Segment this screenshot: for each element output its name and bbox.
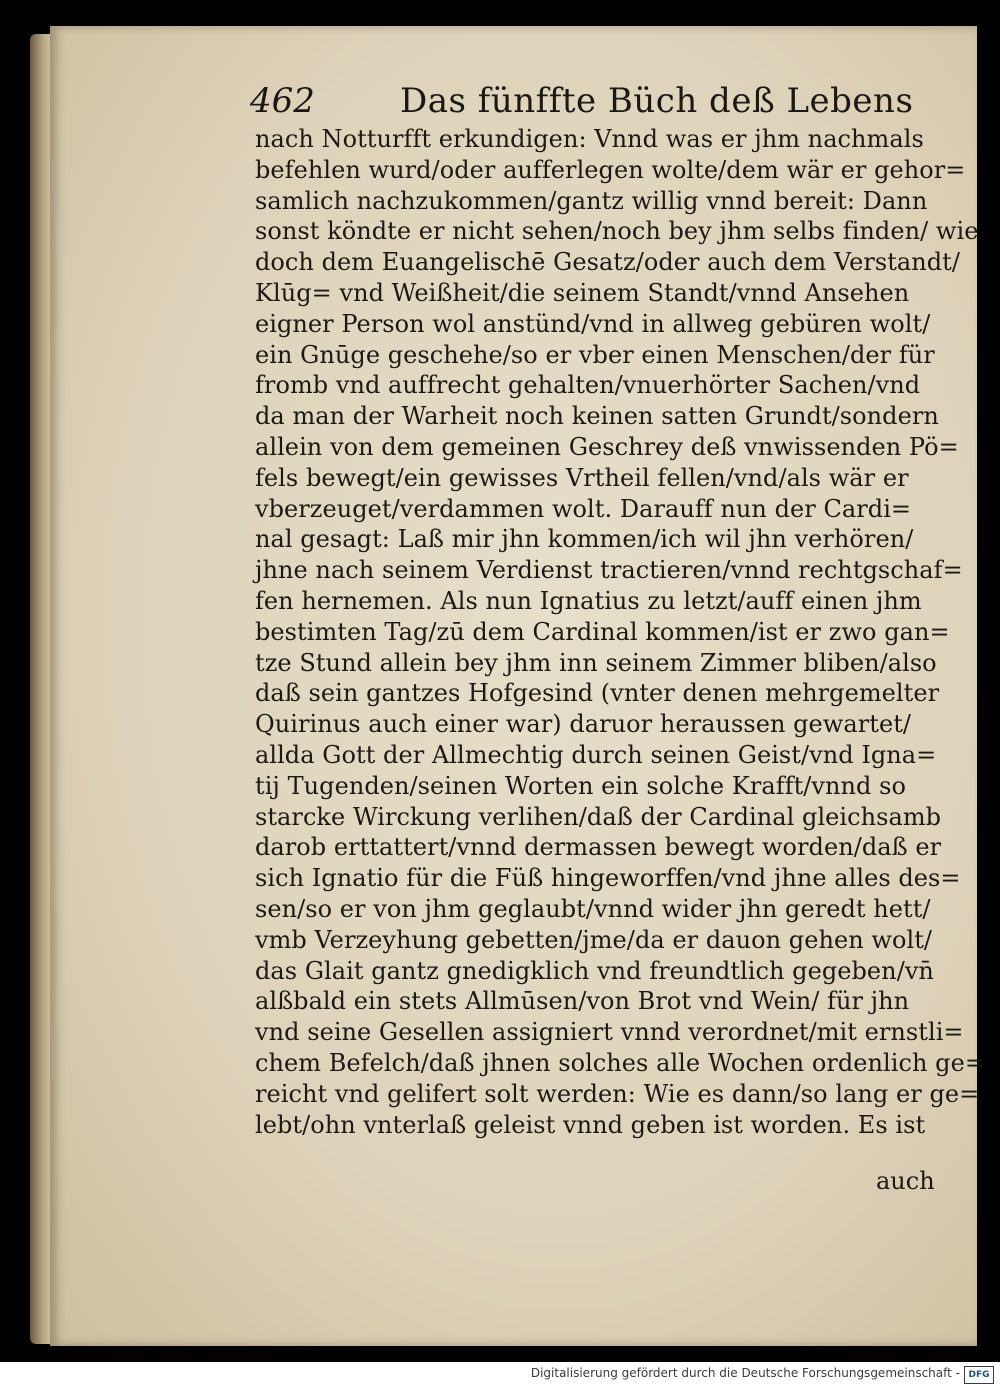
text-line: jhne nach seinem Verdienst tractieren/vnnd rechtgschaf=	[255, 556, 963, 585]
digitization-footer	[0, 1362, 1000, 1387]
body-text	[255, 124, 986, 1140]
text-line: vberzeuget/verdammen wolt. Darauff nun der Cardi=	[255, 494, 912, 523]
text-line: das Glait gantz gnedigklich vnd freundtlich gegeben/vn̄	[255, 956, 934, 985]
text-line: befehlen wurd/oder aufferlegen wolte/dem wär er gehor=	[255, 155, 966, 184]
text-line: darob erttattert/vnnd dermassen bewegt worden/daß er	[255, 833, 942, 862]
funding-notice: Digitalisierung gefördert durch die Deutsche Forschungsgemeinschaft -	[530, 1366, 960, 1380]
text-line: allein von dem gemeinen Geschrey deß vnwissenden Pö=	[255, 432, 959, 461]
text-line: Quirinus auch einer war) daruor heraussen gewartet/	[255, 710, 912, 739]
text-line: alßbald ein stets Allmūsen/von Brot vnd Wein/ für jhn	[255, 987, 910, 1016]
text-line: tze Stund allein bey jhm inn seinem Zimmer bliben/also	[255, 648, 937, 677]
text-line: sen/so er von jhm geglaubt/vnnd wider jhn geredt hett/	[255, 894, 931, 923]
text-line: vnd seine Gesellen assigniert vnnd verordnet/mit ernstli=	[255, 1018, 964, 1047]
text-line: reicht vnd gelifert solt werden: Wie es dann/so lang er ge=	[255, 1079, 980, 1108]
text-line: bestimten Tag/zū dem Cardinal kommen/ist er zwo gan=	[255, 617, 950, 646]
text-line: starcke Wirckung verlihen/daß der Cardinal gleichsamb	[255, 802, 942, 831]
running-title: Das fünffte Büch deß Lebens	[400, 81, 914, 121]
text-line: chem Befelch/daß jhnen solches alle Wochen ordenlich ge=	[255, 1048, 986, 1077]
page-number: 462	[250, 81, 315, 121]
text-line: ein Gnūge geschehe/so er vber einen Menschen/der für	[255, 340, 935, 369]
text-line: fromb vnd auffrecht gehalten/vnuerhörter Sachen/vnd	[255, 371, 921, 400]
text-line: allda Gott der Allmechtig durch seinen Geist/vnd Igna=	[255, 740, 937, 769]
text-line: sonst köndte er nicht sehen/noch bey jhm selbs finden/ wie	[255, 217, 979, 246]
text-line: Klūg= vnd Weißheit/die seinem Standt/vnnd Ansehen	[255, 278, 910, 307]
text-line: fen hernemen. Als nun Ignatius zu letzt/auff einen jhm	[255, 586, 922, 615]
dfg-logo: DFG	[964, 1366, 994, 1384]
text-line: sich Ignatio für die Füß hingeworffen/vnd jhne alles des=	[255, 864, 961, 893]
text-line: tij Tugenden/seinen Worten ein solche Krafft/vnnd so	[255, 771, 906, 800]
text-line: vmb Verzeyhung gebetten/jme/da er dauon gehen wolt/	[255, 925, 933, 954]
text-line: doch dem Euangelischē Gesatz/oder auch dem Verstandt/	[255, 248, 961, 277]
catchword: auch	[876, 1167, 935, 1195]
text-line: nal gesagt: Laß mir jhn kommen/ich wil jhn verhören/	[255, 525, 914, 554]
page-header	[250, 78, 950, 124]
text-line: lebt/ohn vnterlaß geleist vnnd geben ist worden. Es ist	[255, 1110, 926, 1139]
text-line: samlich nachzukommen/gantz willig vnnd bereit: Dann	[255, 186, 928, 215]
text-line: daß sein gantzes Hofgesind (vnter denen mehrgemelter	[255, 679, 940, 708]
text-line: nach Notturfft erkundigen: Vnnd was er jhm nachmals	[255, 125, 924, 153]
text-line: fels bewegt/ein gewisses Vrtheil fellen/vnd/als wär er	[255, 463, 909, 492]
adjacent-page-edge	[30, 34, 52, 1344]
text-line: eigner Person wol anstünd/vnd in allweg gebüren wolt/	[255, 309, 931, 338]
text-line: da man der Warheit noch keinen satten Grundt/sondern	[255, 402, 939, 431]
